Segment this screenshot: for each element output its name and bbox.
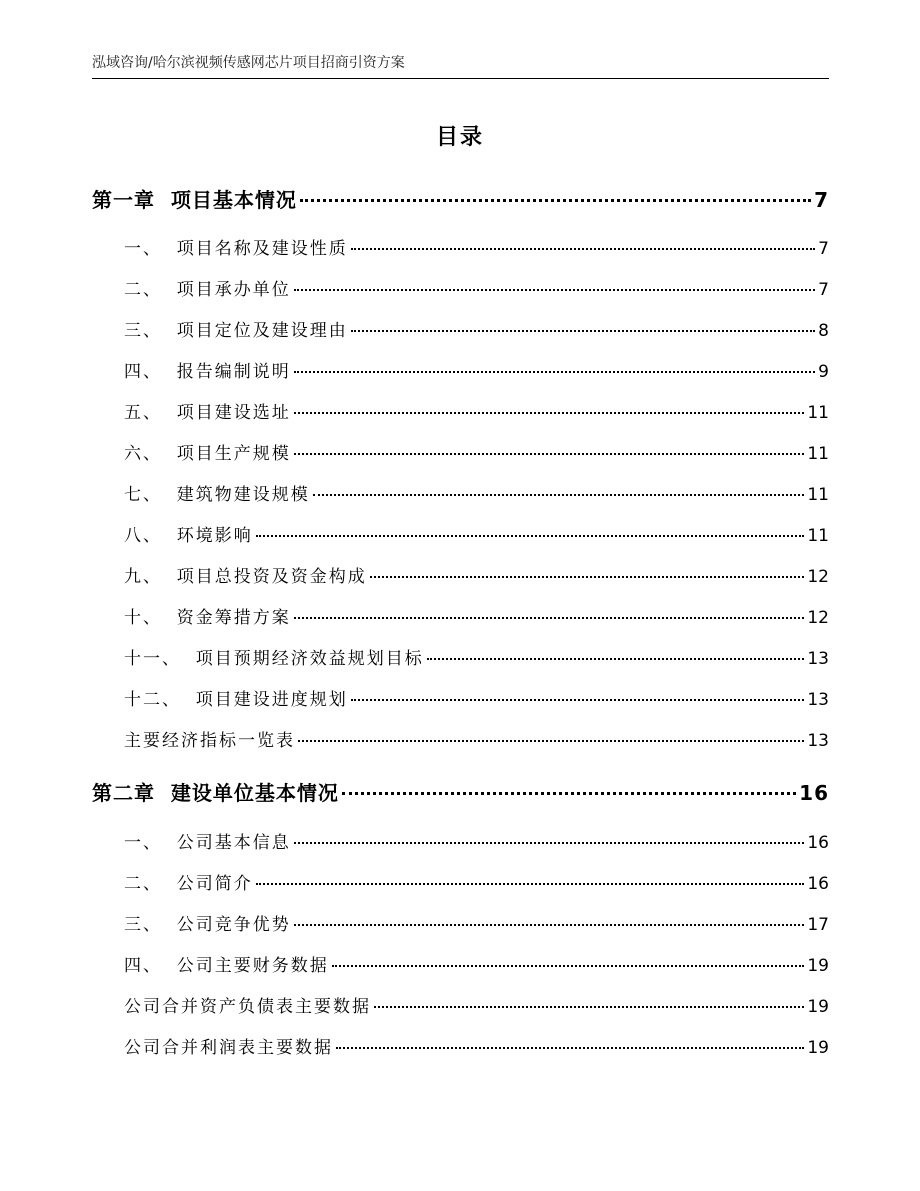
toc-section-entry[interactable]: [124, 521, 829, 546]
toc-dot-leader: [294, 371, 815, 373]
toc-entry-label: 九、 项目总投资及资金构成: [124, 567, 367, 587]
toc-section-entry[interactable]: [124, 603, 829, 628]
toc-entry-label: 十、 资金筹措方案: [124, 608, 291, 628]
toc-chapter-entry[interactable]: [92, 777, 829, 806]
toc-entry-label: 六、 项目生产规模: [124, 444, 291, 464]
toc-page-number: 13: [807, 690, 829, 710]
toc-dot-leader: [294, 842, 805, 844]
toc-page-number: 19: [807, 1038, 829, 1058]
toc-section-entry[interactable]: [124, 828, 829, 853]
toc-section-entry[interactable]: [124, 398, 829, 423]
toc-section-entry[interactable]: [124, 480, 829, 505]
toc-section-entry[interactable]: [124, 562, 829, 587]
toc-dot-leader: [294, 289, 815, 291]
toc-page-number: 11: [807, 403, 829, 423]
toc-section-entry[interactable]: [124, 357, 829, 382]
toc-section-entry[interactable]: [124, 439, 829, 464]
toc-section-entry[interactable]: [124, 685, 829, 710]
toc-page-number: 12: [807, 567, 829, 587]
toc-entry-label: 一、 项目名称及建设性质: [124, 239, 348, 259]
toc-entry-label: 四、 公司主要财务数据: [124, 956, 329, 976]
toc-section-entry[interactable]: [124, 726, 829, 751]
toc-dot-leader: [351, 330, 815, 332]
toc-page-number: 9: [818, 362, 829, 382]
toc-entry-label: 五、 项目建设选址: [124, 403, 291, 423]
toc-dot-leader: [370, 576, 805, 578]
toc-section-entry[interactable]: [124, 1033, 829, 1058]
toc-dot-leader: [294, 617, 805, 619]
toc-section-entry[interactable]: [124, 869, 829, 894]
toc-entry-label: 十二、 项目建设进度规划: [124, 690, 348, 710]
toc-dot-leader: [336, 1047, 804, 1049]
toc-dot-leader: [332, 965, 805, 967]
toc-page-number: 16: [807, 874, 829, 894]
toc-dot-leader: [351, 699, 805, 701]
toc-dot-leader: [351, 248, 815, 250]
toc-dot-leader: [256, 535, 805, 537]
toc-dot-leader: [374, 1006, 804, 1008]
toc-section-entry[interactable]: [124, 234, 829, 259]
toc-section-entry[interactable]: [124, 951, 829, 976]
toc-chapter-entry[interactable]: [92, 184, 829, 213]
toc-dot-leader: [313, 494, 805, 496]
toc-dot-leader: [294, 453, 805, 455]
toc-page-number: 13: [807, 649, 829, 669]
toc-dot-leader: [342, 792, 796, 795]
toc-entry-label: 二、 项目承办单位: [124, 280, 291, 300]
toc-entry-label: 八、 环境影响: [124, 526, 253, 546]
toc-title: 目录: [435, 125, 484, 150]
toc-section-entry[interactable]: [124, 644, 829, 669]
toc-page-number: 11: [807, 485, 829, 505]
toc-section-entry[interactable]: [124, 316, 829, 341]
toc-section-entry[interactable]: [124, 275, 829, 300]
toc-page-number: 16: [799, 781, 829, 805]
toc-entry-label: 三、 项目定位及建设理由: [124, 321, 348, 341]
toc-section-entry[interactable]: [124, 992, 829, 1017]
toc-entry-label: 公司合并利润表主要数据: [124, 1038, 333, 1058]
toc-dot-leader: [294, 924, 805, 926]
toc-entry-label: 四、 报告编制说明: [124, 362, 291, 382]
toc-entry-label: 二、 公司简介: [124, 874, 253, 894]
document-header: 泓域咨询/哈尔滨视频传感网芯片项目招商引资方案: [92, 55, 405, 71]
toc-dot-leader: [298, 740, 804, 742]
toc-dot-leader: [294, 412, 805, 414]
toc-page-number: 11: [807, 444, 829, 464]
toc-page-number: 7: [814, 188, 829, 212]
toc-section-entry[interactable]: [124, 910, 829, 935]
toc-page-number: 13: [807, 731, 829, 751]
toc-entry-label: 十一、 项目预期经济效益规划目标: [124, 649, 424, 669]
toc-page-number: 11: [807, 526, 829, 546]
toc-dot-leader: [300, 199, 811, 202]
toc-page-number: 19: [807, 956, 829, 976]
toc-page-number: 19: [807, 997, 829, 1017]
toc-entry-label: 一、 公司基本信息: [124, 833, 291, 853]
toc-entry-label: 第二章 建设单位基本情况: [92, 781, 339, 805]
toc-page-number: 17: [807, 915, 829, 935]
header-rule: [92, 78, 829, 79]
toc-dot-leader: [256, 883, 805, 885]
toc-page-number: 8: [818, 321, 829, 341]
toc-entry-label: 三、 公司竞争优势: [124, 915, 291, 935]
toc-page-number: 7: [818, 280, 829, 300]
toc-page-number: 12: [807, 608, 829, 628]
toc-entry-label: 主要经济指标一览表: [124, 731, 295, 751]
toc-page-number: 16: [807, 833, 829, 853]
toc-dot-leader: [427, 658, 805, 660]
toc-entry-label: 公司合并资产负债表主要数据: [124, 997, 371, 1017]
toc-page-number: 7: [818, 239, 829, 259]
toc-entry-label: 第一章 项目基本情况: [92, 188, 297, 212]
toc-entry-label: 七、 建筑物建设规模: [124, 485, 310, 505]
